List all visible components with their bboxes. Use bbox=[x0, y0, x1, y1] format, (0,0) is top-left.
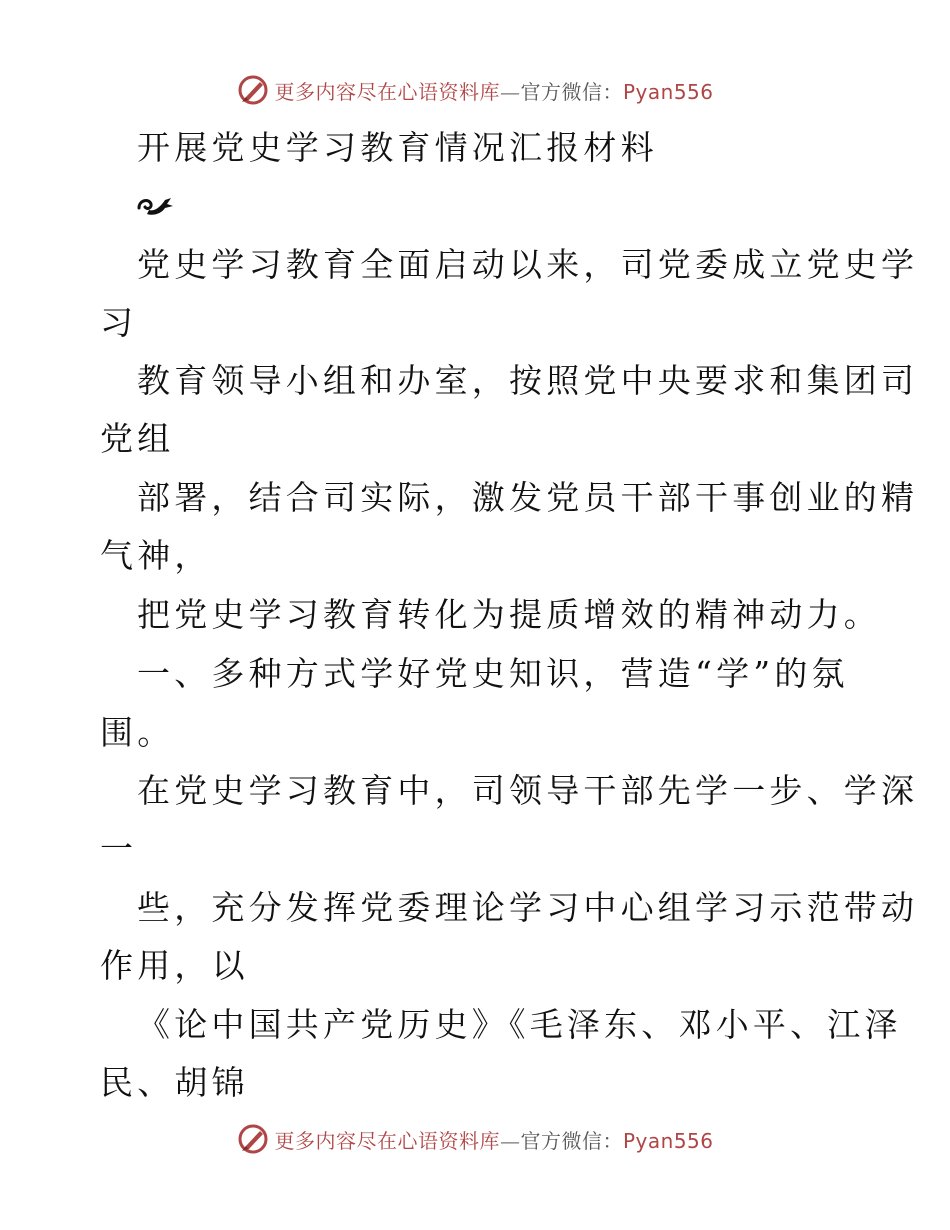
watermark-text: 更多内容尽在心语资料库—官方微信：Pyan556 bbox=[274, 1128, 714, 1153]
body-line: 《论中国共产党历史》《毛泽东、邓小平、江泽 bbox=[137, 1005, 902, 1044]
watermark-text: 更多内容尽在心语资料库—官方微信：Pyan556 bbox=[274, 79, 714, 104]
body-line: 民、胡锦 bbox=[100, 1063, 249, 1102]
fleuron-icon bbox=[135, 192, 175, 218]
pen-logo-icon bbox=[236, 1122, 270, 1156]
document-title: 开展党史学习教育情况汇报材料 bbox=[137, 128, 658, 167]
watermark-banner-bottom bbox=[0, 1119, 950, 1159]
body-line: 一 bbox=[100, 829, 138, 868]
body-line: 党组 bbox=[100, 419, 175, 458]
section-heading: 一、多种方式学好党史知识，营造“学”的氛 bbox=[137, 654, 849, 693]
body-line: 些，充分发挥党委理论学习中心组学习示范带动 bbox=[137, 888, 919, 927]
body-line: 作用，以 bbox=[100, 946, 249, 985]
body-line: 部署，结合司实际，激发党员干部干事创业的精 bbox=[137, 478, 919, 517]
body-line: 气神， bbox=[100, 536, 212, 575]
body-line: 把党史学习教育转化为提质增效的精神动力。 bbox=[137, 595, 881, 634]
body-line: 党史学习教育全面启动以来，司党委成立党史学 bbox=[137, 245, 919, 284]
body-line: 围。 bbox=[100, 713, 175, 752]
body-line: 在党史学习教育中，司领导干部先学一步、学深 bbox=[137, 771, 919, 810]
body-line: 习 bbox=[100, 303, 138, 342]
body-line: 教育领导小组和办室，按照党中央要求和集团司 bbox=[137, 361, 919, 400]
